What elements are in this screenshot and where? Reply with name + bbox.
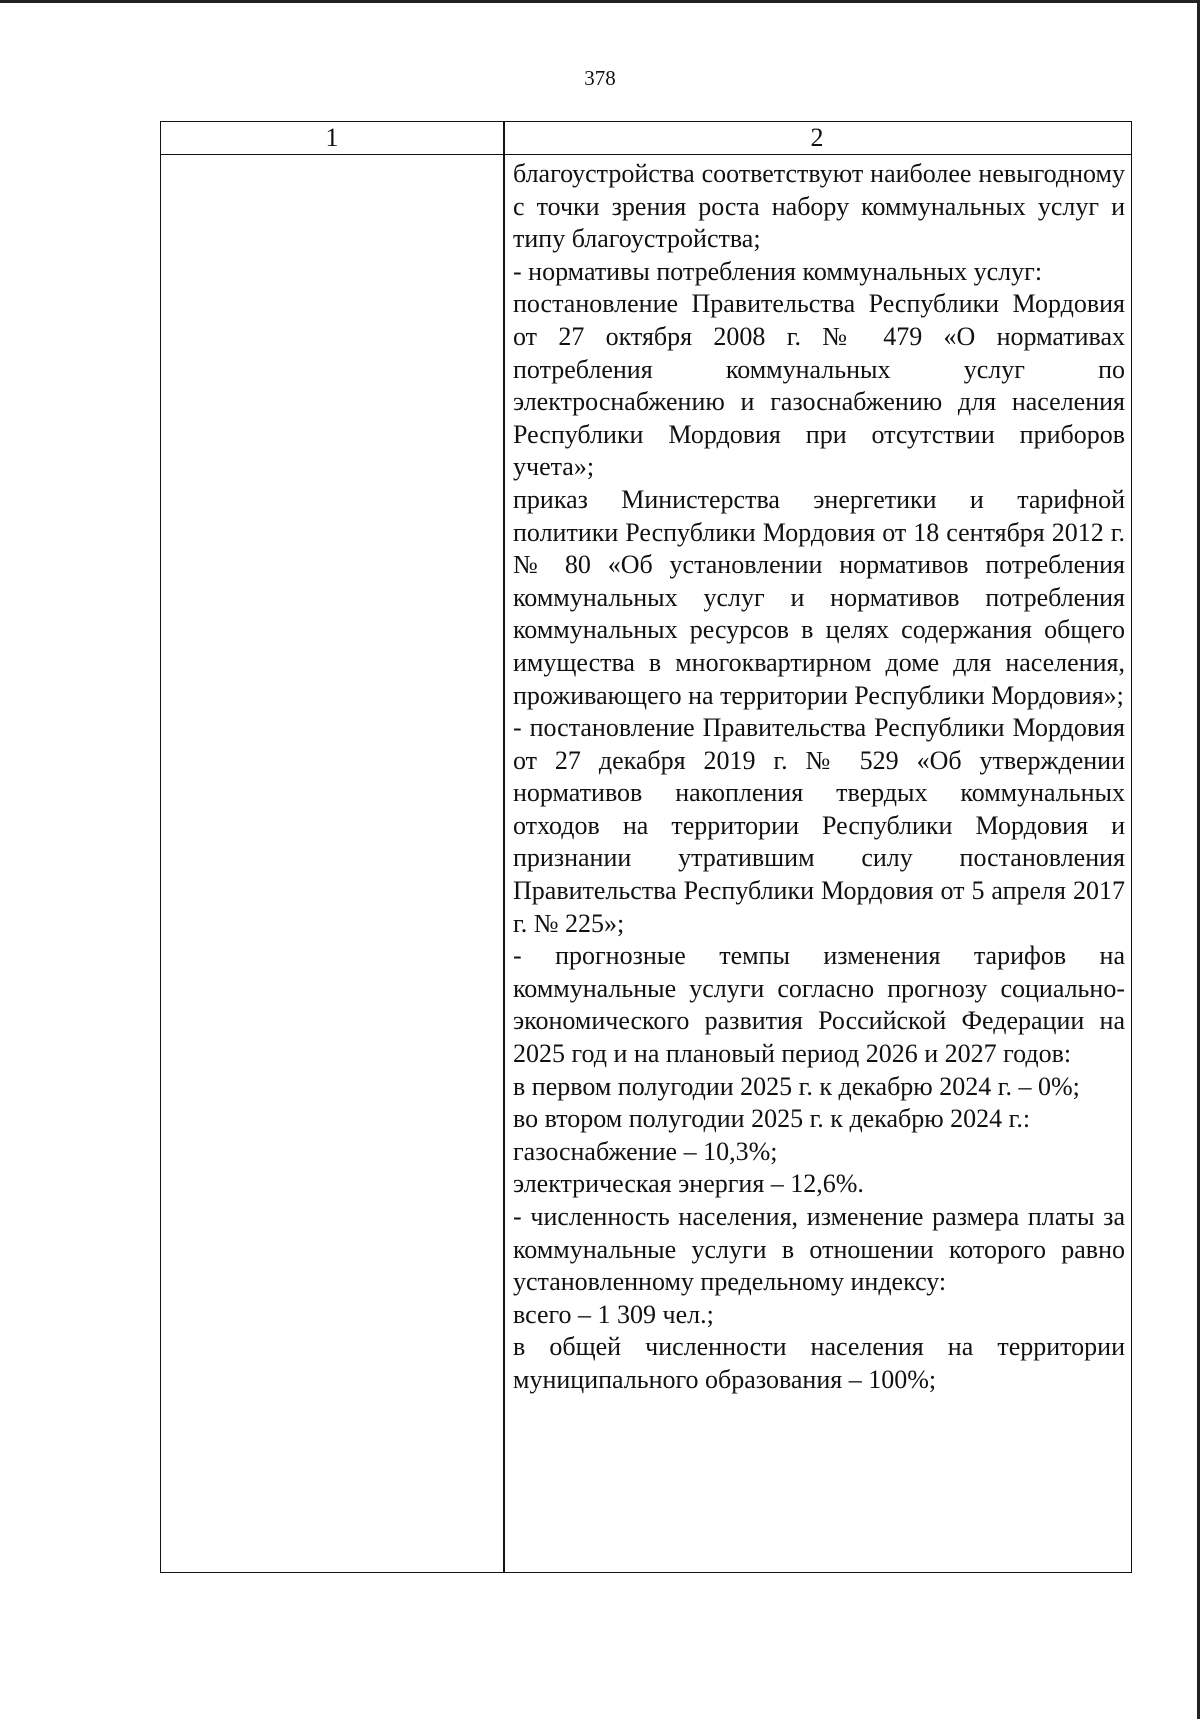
paragraph: - нормативы потребления коммунальных услуг: [513, 256, 1043, 286]
header-col-2: 2 [810, 123, 824, 152]
page-number: 378 [584, 66, 616, 90]
table-header-row [161, 122, 1131, 155]
paragraph: постановление Правительства Республики Мордовия от 27 октября 2008 г. № 479 «О нормативах потребления коммунальных услуг по электроснабжению и газоснабжению для населения Республики Мордовия при отсутствии приборов учета»; [513, 289, 1125, 482]
paragraph: газоснабжение – 10,3%; [513, 1136, 778, 1166]
paragraph: во втором полугодии 2025 г. к декабрю 2024 г.: [513, 1104, 1031, 1134]
paragraph: - численность населения, изменение размера платы за коммунальные услуги в отношении которого равно установленному предельному индексу: [513, 1202, 1125, 1297]
paragraph: в первом полугодии 2025 г. к декабрю 2024 г. – 0%; [513, 1071, 1080, 1101]
paragraph: - прогнозные темпы изменения тарифов на коммунальные услуги согласно прогнозу социально-экономического развития Российской Федерации на 2025 год и на плановый период 2026 и 2027 годов: [513, 941, 1125, 1069]
column-divider [503, 122, 505, 1572]
paragraph: благоустройства соответствуют наиболее невыгодному с точки зрения роста набору коммунальных услуг и типу благоустройства; [513, 159, 1125, 254]
paragraph: электрическая энергия – 12,6%. [513, 1169, 864, 1199]
paragraph: всего – 1 309 чел.; [513, 1299, 714, 1329]
paragraph: - постановление Правительства Республики Мордовия от 27 декабря 2019 г. № 529 «Об утверждении нормативов накопления твердых коммунальных отходов на территории Республики Мордовия и признании утратившим силу постановления Правительства Республики Мордовия от 5 апреля 2017 г. № 225»; [513, 713, 1125, 938]
table-cell-col-1 [161, 155, 503, 1572]
paragraph: приказ Министерства энергетики и тарифной политики Республики Мордовия от 18 сентября 2012 г. № 80 «Об установлении нормативов потребления коммунальных услуг и нормативов потребления коммунальных ресурсов в целях содержания общего имущества в многоквартирном доме для населения, проживающего на территории Республики Мордовия»; [513, 484, 1125, 710]
header-col-1: 1 [325, 123, 339, 152]
scan-edge-top [0, 0, 1200, 3]
table-cell-col-2 [513, 158, 1125, 1397]
document-table [160, 121, 1132, 1573]
paragraph: в общей численности населения на территории муниципального образования – 100%; [513, 1332, 1125, 1394]
